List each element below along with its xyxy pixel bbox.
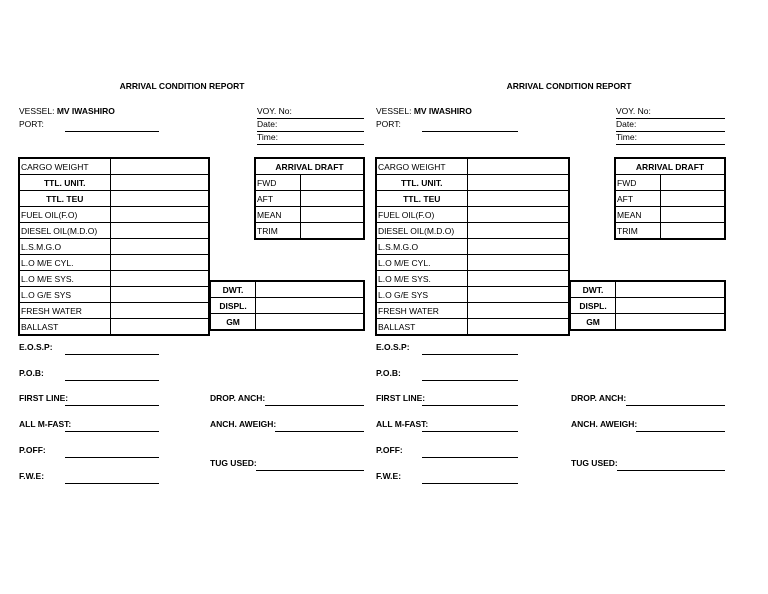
table-row [570,298,725,314]
row-label: L.O M/E SYS. [19,271,110,287]
p-off-label: P.OFF: [19,445,46,455]
value-cell[interactable] [110,175,209,191]
value-cell[interactable] [467,319,569,336]
first-line-input[interactable] [65,393,159,406]
value-cell[interactable] [256,281,364,298]
table-row [570,314,725,331]
stability-table [569,280,726,331]
value-cell[interactable] [110,303,209,319]
table-row [19,239,209,255]
table-row [376,158,569,175]
table-row [376,239,569,255]
arrival-report-left [17,0,377,594]
value-cell[interactable] [301,207,364,223]
table-row [570,281,725,298]
drop-anch-input[interactable] [626,393,725,406]
date-label: Date: [257,119,278,129]
row-label: DIESEL OIL(M.D.O) [19,223,110,239]
eosp-input[interactable] [65,342,159,355]
pob-label: P.O.B: [376,368,401,378]
arrival-draft-table [614,157,726,240]
row-label: FRESH WATER [19,303,110,319]
p-off-input[interactable] [65,445,159,458]
row-label: GM [210,314,256,331]
date-label: Date: [616,119,637,129]
row-label: L.O M/E CYL. [376,255,467,271]
anch-aweigh-label: ANCH. AWEIGH: [210,419,277,429]
anch-aweigh-input[interactable] [275,419,364,432]
tug-used-label: TUG USED: [210,458,257,468]
table-row [19,303,209,319]
value-cell[interactable] [661,175,725,191]
table-row [615,175,725,191]
row-label: TTL. UNIT. [19,175,110,191]
value-cell[interactable] [467,191,569,207]
report-title: ARRIVAL CONDITION REPORT [506,81,632,91]
voy-label: VOY. No: [616,106,651,116]
table-row [615,207,725,223]
value-cell[interactable] [110,271,209,287]
table-row [615,191,725,207]
vessel-value: MV IWASHIRO [56,106,115,116]
report-title: ARRIVAL CONDITION REPORT [119,81,245,91]
vessel-field [376,105,472,117]
table-row [19,207,209,223]
table-row [210,281,364,298]
table-row [255,191,364,207]
row-label: DISPL. [570,298,616,314]
value-cell[interactable] [661,191,725,207]
row-label: L.S.M.G.O [376,239,467,255]
p-off-label: P.OFF: [376,445,403,455]
table-row [376,175,569,191]
eosp-input[interactable] [422,342,518,355]
value-cell[interactable] [110,319,209,336]
eosp-label: E.O.S.P: [19,342,53,352]
value-cell[interactable] [467,239,569,255]
row-label: L.O G/E SYS [19,287,110,303]
row-label: MEAN [615,207,661,223]
eosp-label: E.O.S.P: [376,342,410,352]
row-label: TTL. UNIT. [376,175,467,191]
table-row [210,298,364,314]
row-label: AFT [255,191,301,207]
table-row [376,223,569,239]
table-row [255,223,364,240]
arrival-report-right [374,0,734,594]
value-cell[interactable] [110,158,209,175]
table-row [210,314,364,331]
stability-table [209,280,365,331]
row-label: FRESH WATER [376,303,467,319]
row-label: MEAN [255,207,301,223]
p-off-input[interactable] [422,445,518,458]
value-cell[interactable] [616,281,725,298]
tug-used-input[interactable] [617,458,725,471]
table-row [376,191,569,207]
row-label: DISPL. [210,298,256,314]
row-label: TRIM [615,223,661,240]
port-label: PORT: [376,119,401,129]
time-label: Time: [616,132,637,142]
value-cell[interactable] [256,298,364,314]
table-row [19,191,209,207]
row-label: BALLAST [376,319,467,336]
row-label: BALLAST [19,319,110,336]
table-row [376,303,569,319]
table-row [19,223,209,239]
row-label: L.O M/E CYL. [19,255,110,271]
table-row [19,255,209,271]
arrival-draft-table [254,157,365,240]
row-label: CARGO WEIGHT [19,158,110,175]
row-label: DWT. [210,281,256,298]
drop-anch-input[interactable] [265,393,364,406]
drop-anch-label: DROP. ANCH: [571,393,627,403]
pob-label: P.O.B: [19,368,44,378]
fwe-input[interactable] [422,471,518,484]
value-cell[interactable] [110,287,209,303]
vessel-value: MV IWASHIRO [413,106,472,116]
pob-input[interactable] [422,368,518,381]
value-cell[interactable] [301,191,364,207]
row-label: CARGO WEIGHT [376,158,467,175]
row-label: FWD [255,175,301,191]
value-cell[interactable] [110,191,209,207]
row-label: TTL. TEU [376,191,467,207]
row-label: L.S.M.G.O [19,239,110,255]
table-row [376,271,569,287]
cargo-table [18,157,210,336]
value-cell[interactable] [467,271,569,287]
row-label: L.O G/E SYS [376,287,467,303]
table-row [19,175,209,191]
table-row [376,255,569,271]
table-row [615,223,725,240]
value-cell[interactable] [110,207,209,223]
value-cell[interactable] [301,223,364,240]
value-cell[interactable] [616,314,725,331]
vessel-label: VESSEL: [376,106,412,116]
cargo-table [375,157,570,336]
time-label: Time: [257,132,278,142]
pob-input[interactable] [65,368,159,381]
anch-aweigh-label: ANCH. AWEIGH: [571,419,638,429]
row-label: FUEL OIL(F.O) [19,207,110,223]
table-row [19,319,209,336]
fwe-label: F.W.E: [376,471,402,481]
row-label: GM [570,314,616,331]
row-label: DWT. [570,281,616,298]
row-label: FWD [615,175,661,191]
first-line-label: FIRST LINE: [376,393,426,403]
value-cell[interactable] [661,207,725,223]
value-cell[interactable] [467,255,569,271]
port-label: PORT: [19,119,44,129]
drop-anch-label: DROP. ANCH: [210,393,266,403]
row-label: TTL. TEU [19,191,110,207]
tug-used-label: TUG USED: [571,458,618,468]
vessel-field [19,105,115,117]
value-cell[interactable] [661,223,725,240]
time-input[interactable] [257,132,364,145]
table-row [376,287,569,303]
row-label: L.O M/E SYS. [376,271,467,287]
row-label: AFT [615,191,661,207]
first-line-label: FIRST LINE: [19,393,69,403]
value-cell[interactable] [110,223,209,239]
table-row [376,319,569,336]
value-cell[interactable] [467,175,569,191]
fwe-label: F.W.E: [19,471,45,481]
fwe-input[interactable] [65,471,159,484]
voy-label: VOY. No: [257,106,292,116]
vessel-label: VESSEL: [19,106,55,116]
value-cell[interactable] [616,298,725,314]
all-m-fast-input[interactable] [65,419,159,432]
port-input[interactable] [422,119,518,132]
row-label: DIESEL OIL(M.D.O) [376,223,467,239]
value-cell[interactable] [110,239,209,255]
value-cell[interactable] [110,255,209,271]
value-cell[interactable] [467,303,569,319]
all-m-fast-input[interactable] [422,419,518,432]
table-row [255,207,364,223]
table-row [19,158,209,175]
value-cell[interactable] [256,314,364,331]
table-row [19,271,209,287]
time-input[interactable] [616,132,725,145]
value-cell[interactable] [467,158,569,175]
table-row [376,207,569,223]
row-label: TRIM [255,223,301,240]
table-row [19,287,209,303]
all-m-fast-label: ALL M-FAST: [376,419,429,429]
value-cell[interactable] [467,207,569,223]
all-m-fast-label: ALL M-FAST: [19,419,72,429]
row-label: FUEL OIL(F.O) [376,207,467,223]
table-row [255,175,364,191]
value-cell[interactable] [467,287,569,303]
first-line-input[interactable] [422,393,518,406]
anch-aweigh-input[interactable] [636,419,725,432]
value-cell[interactable] [467,223,569,239]
draft-title: ARRIVAL DRAFT [255,158,364,175]
tug-used-input[interactable] [256,458,364,471]
draft-title: ARRIVAL DRAFT [615,158,725,175]
port-input[interactable] [65,119,159,132]
value-cell[interactable] [301,175,364,191]
